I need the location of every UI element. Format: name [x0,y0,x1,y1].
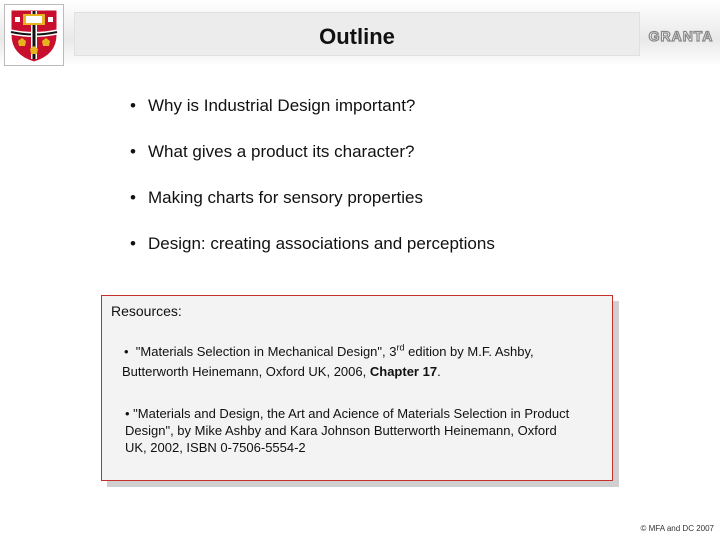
crest-shield-icon [5,5,63,65]
bullet-icon: • [130,142,136,161]
resource-book-1 [124,342,534,382]
resource-book-1-line-1: • "Materials Selection in Mechanical Design", 3rd edition by M.F. Ashby, [124,342,534,359]
bullet-icon: • [130,96,136,115]
copyright-notice: © MFA and DC 2007 [640,524,714,533]
bullet-icon: • [130,188,136,207]
outline-item [130,96,690,116]
resource-book-2 [125,405,569,456]
slide-title: Outline [319,24,395,49]
outline-item-text: What gives a product its character? [148,142,415,161]
resource-book-2-line-3: UK, 2002, ISBN 0-7506-5554-2 [125,440,306,455]
outline-item-text: Why is Industrial Design important? [148,96,416,115]
outline-item-text: Making charts for sensory properties [148,188,423,207]
resource-book-2-line-2: Design", by Mike Ashby and Kara Johnson Butterworth Heinemann, Oxford [125,423,557,438]
resource-book-1-line-2: Butterworth Heinemann, Oxford UK, 2006, Chapter 17. [122,364,441,379]
outline-item [130,142,690,162]
bullet-icon: • [130,234,136,253]
resource-book-2-line-1: • "Materials and Design, the Art and Acience of Materials Selection in Product [125,406,570,421]
chapter-reference: Chapter 17 [369,364,438,379]
outline-item [130,188,690,208]
outline-list [130,96,690,280]
outline-item [130,234,690,254]
granta-logo-text: GRANTA [648,28,714,44]
resources-box [101,295,613,481]
resources-title: Resources: [111,303,182,319]
university-crest-logo [4,4,64,66]
granta-logo [646,26,716,46]
outline-item-text: Design: creating associations and perceptions [148,234,495,253]
